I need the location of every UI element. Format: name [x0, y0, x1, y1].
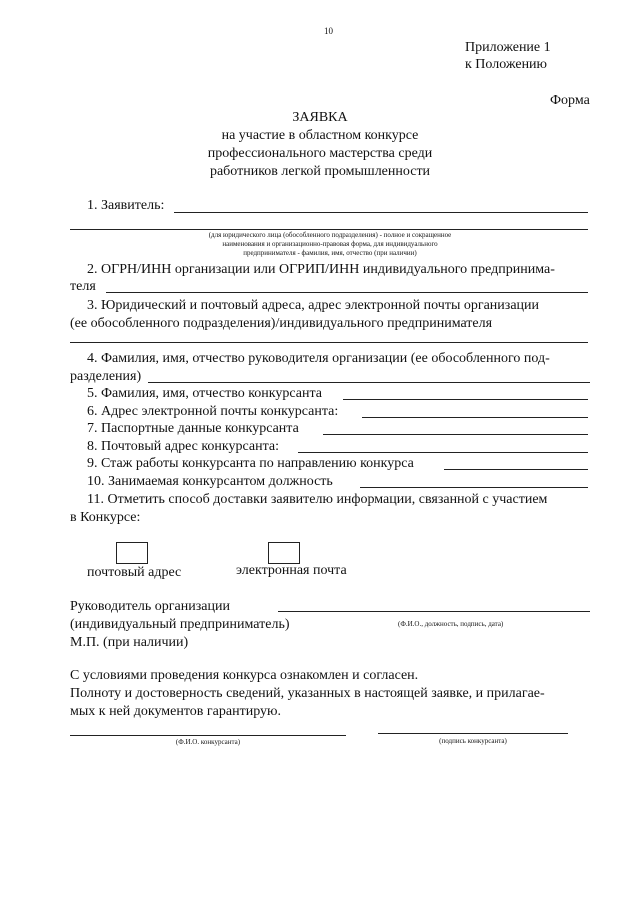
- applicant-field-2[interactable]: [70, 229, 588, 230]
- postal-checkbox[interactable]: [116, 542, 148, 564]
- signature-head-field[interactable]: [278, 611, 590, 612]
- contestant-name-label: 5. Фамилия, имя, отчество конкурсанта: [87, 386, 322, 401]
- address-label-cont: (ее обособленного подразделения)/индивидуального предпринимателя: [70, 316, 493, 331]
- contestant-signature-field[interactable]: [378, 733, 568, 734]
- postal-option-label: почтовый адрес: [87, 565, 182, 580]
- address-label: 3. Юридический и почтовый адреса, адрес электронной почты организации: [87, 298, 540, 313]
- postal-label: 8. Почтовый адрес конкурсанта:: [87, 439, 280, 454]
- applicant-label: 1. Заявитель:: [87, 198, 165, 213]
- position-label: 10. Занимаемая конкурсантом должность: [87, 474, 333, 489]
- ogrn-field[interactable]: [106, 292, 588, 293]
- address-field[interactable]: [70, 342, 588, 343]
- agreement-line-3: мых к ней документов гарантирую.: [70, 704, 281, 719]
- passport-field[interactable]: [323, 434, 588, 435]
- appendix-subtitle: к Положению: [465, 57, 548, 72]
- ogrn-label-cont: теля: [70, 279, 96, 294]
- agreement-line-1: С условиями проведения конкурса ознакомлен и согласен.: [70, 668, 419, 683]
- position-field[interactable]: [360, 487, 588, 488]
- contestant-name-hint: (Ф.И.О. конкурсанта): [175, 738, 241, 746]
- applicant-hint-2: наименования и организационно-правовая форма, для индивидуального: [222, 240, 438, 248]
- ogrn-label: 2. ОГРН/ИНН организации или ОГРИП/ИНН индивидуального предпринима-: [87, 262, 555, 277]
- experience-label: 9. Стаж работы конкурсанта по направлению конкурса: [87, 456, 414, 471]
- email-checkbox[interactable]: [268, 542, 300, 564]
- title-line-3: работников легкой промышленности: [209, 164, 431, 179]
- applicant-field[interactable]: [174, 212, 588, 213]
- applicant-hint-1: (для юридического лица (обособленного подразделения) - полное и сокращенное: [208, 231, 452, 239]
- appendix-title: Приложение 1: [465, 40, 551, 55]
- document-title: ЗАЯВКА: [292, 110, 348, 125]
- postal-field[interactable]: [298, 452, 588, 453]
- contestant-name-sign-field[interactable]: [70, 735, 346, 736]
- experience-field[interactable]: [444, 469, 588, 470]
- head-label: 4. Фамилия, имя, отчество руководителя организации (ее обособленного под-: [87, 351, 550, 366]
- agreement-line-2: Полноту и достоверность сведений, указанных в настоящей заявке, и прилагае-: [70, 686, 545, 701]
- email-option-label: электронная почта: [236, 563, 347, 578]
- delivery-label-cont: в Конкурсе:: [70, 510, 141, 525]
- contestant-signature-hint: (подпись конкурсанта): [439, 737, 507, 745]
- form-label: Форма: [550, 93, 590, 108]
- head-field[interactable]: [148, 382, 590, 383]
- contestant-email-field[interactable]: [362, 417, 588, 418]
- applicant-hint-3: предпринимателя - фамилия, имя, отчество (при наличии): [243, 249, 417, 257]
- signature-head-label-cont: (индивидуальный предприниматель): [70, 617, 290, 632]
- signature-head-label: Руководитель организации: [70, 599, 230, 614]
- contestant-email-label: 6. Адрес электронной почты конкурсанта:: [87, 404, 339, 419]
- passport-label: 7. Паспортные данные конкурсанта: [87, 421, 299, 436]
- page-number: 10: [324, 26, 333, 36]
- title-line-1: на участие в областном конкурсе: [221, 128, 419, 143]
- head-label-cont: разделения): [70, 369, 142, 384]
- title-line-2: профессионального мастерства среди: [207, 146, 433, 161]
- delivery-label: 11. Отметить способ доставки заявителю информации, связанной с участием: [87, 492, 548, 507]
- signature-head-hint: (Ф.И.О., должность, подпись, дата): [398, 620, 504, 628]
- stamp-label: М.П. (при наличии): [70, 635, 189, 650]
- contestant-name-field[interactable]: [343, 399, 588, 400]
